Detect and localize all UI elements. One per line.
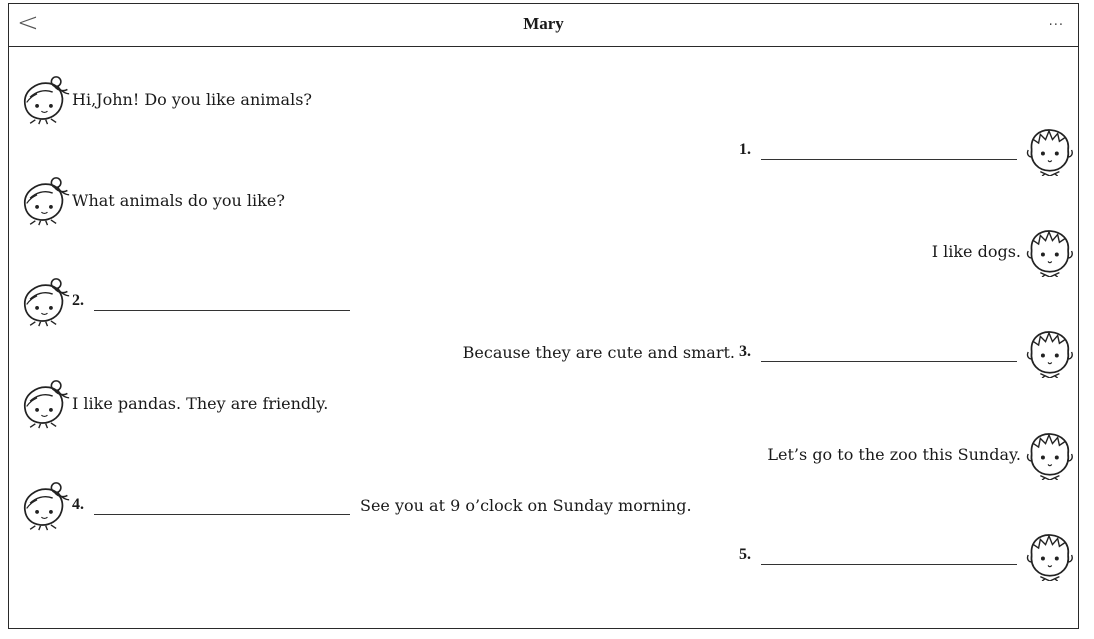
boy-avatar-icon (1023, 124, 1075, 176)
message-girl (18, 275, 354, 327)
answer-blank-1[interactable] (761, 141, 1017, 160)
more-options-button[interactable]: ... (1048, 14, 1064, 29)
boy-avatar-icon (1023, 428, 1075, 480)
chat-header (9, 4, 1078, 47)
girl-avatar-icon (18, 377, 70, 429)
girl-avatar-icon (18, 174, 70, 226)
message-boy (739, 529, 1075, 581)
blank-number: 3. (739, 343, 751, 360)
message-girl (18, 73, 312, 125)
answer-blank-5[interactable] (761, 546, 1017, 565)
blank-number: 4. (72, 496, 84, 513)
message-girl (18, 174, 285, 226)
message-text: I like dogs. (931, 241, 1021, 261)
message-boy (767, 428, 1075, 480)
message-boy (739, 124, 1075, 176)
answer-blank-2[interactable] (94, 292, 350, 311)
message-text: Let’s go to the zoo this Sunday. (767, 444, 1021, 464)
blank-number: 5. (739, 546, 751, 563)
answer-blank-4[interactable] (94, 496, 350, 515)
boy-avatar-icon (1023, 326, 1075, 378)
message-text: What animals do you like? (72, 190, 285, 210)
blank-number: 1. (739, 141, 751, 158)
message-boy (463, 326, 1075, 378)
girl-avatar-icon (18, 479, 70, 531)
message-text: Because they are cute and smart. (462, 342, 735, 362)
chat-title: Mary (523, 14, 564, 33)
girl-avatar-icon (18, 275, 70, 327)
blank-number: 2. (72, 292, 84, 309)
boy-avatar-icon (1023, 529, 1075, 581)
message-text: I like pandas. They are friendly. (72, 393, 329, 413)
message-boy (932, 225, 1075, 277)
message-text: See you at 9 o’clock on Sunday morning. (360, 495, 692, 515)
message-text: Hi,John! Do you like animals? (72, 89, 312, 109)
back-button[interactable]: < (17, 8, 39, 38)
answer-blank-3[interactable] (761, 343, 1017, 362)
girl-avatar-icon (18, 73, 70, 125)
message-girl (18, 377, 328, 429)
message-girl (18, 479, 692, 531)
boy-avatar-icon (1023, 225, 1075, 277)
